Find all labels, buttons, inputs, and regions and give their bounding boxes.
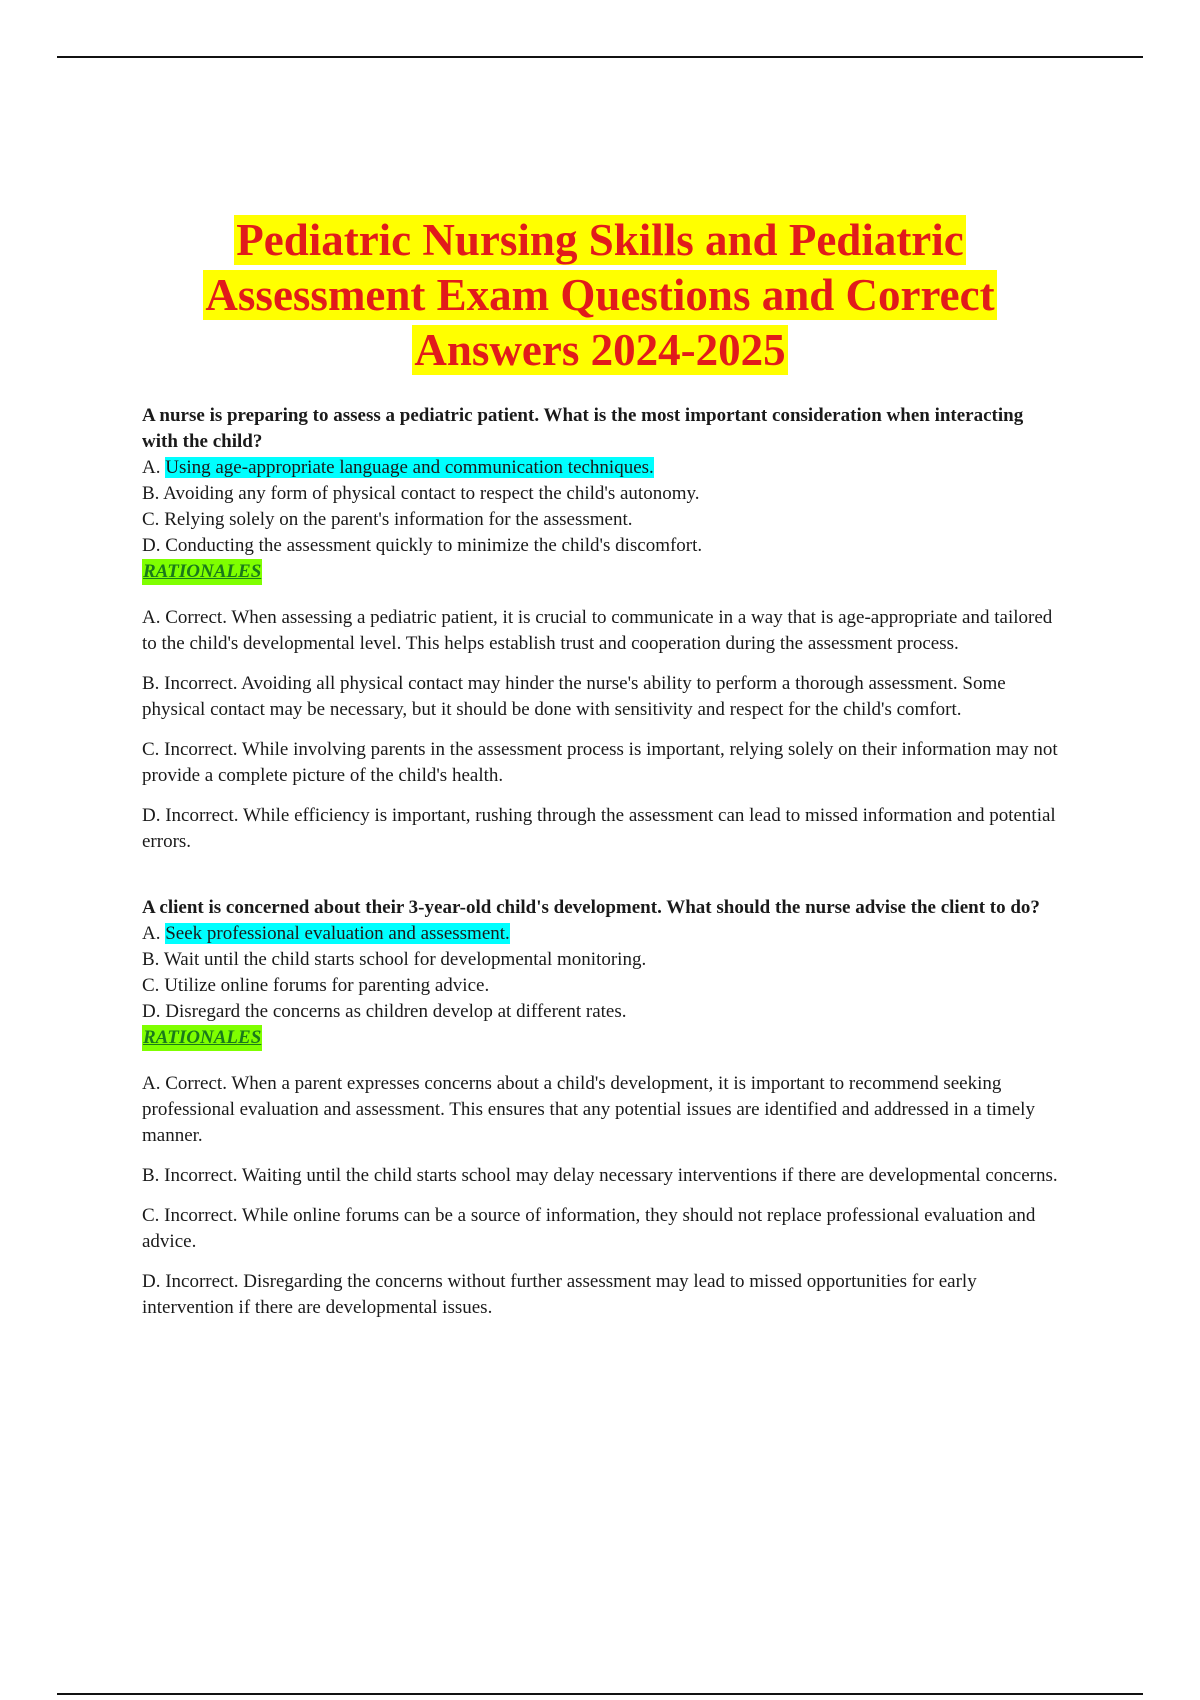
option-letter: A. bbox=[142, 457, 161, 478]
option-letter: D. bbox=[142, 1001, 161, 1022]
title-line-1: Pediatric Nursing Skills and Pediatric bbox=[236, 215, 964, 265]
rationale-d: D. Incorrect. While efficiency is important, rushing through the assessment can lead to missed information and potential errors. bbox=[142, 805, 1056, 852]
option-a bbox=[142, 455, 1062, 481]
rationale-d: D. Incorrect. Disregarding the concerns without further assessment may lead to missed opportunities for early intervention if there are developmental issues. bbox=[142, 1271, 977, 1318]
answer-options bbox=[142, 921, 1062, 1025]
rationale-a: A. Correct. When a parent expresses concerns about a child's development, it is important to recommend seeking professional evaluation and assessment. This ensures that any potential issues are identified and addressed in a timely manner. bbox=[142, 1073, 1035, 1146]
rationales-label: RATIONALES bbox=[142, 1025, 262, 1051]
option-letter: C. bbox=[142, 509, 160, 530]
option-b bbox=[142, 947, 1062, 973]
rationale-c: C. Incorrect. While involving parents in the assessment process is important, relying solely on their information may not provide a complete picture of the child's health. bbox=[142, 739, 1058, 786]
option-letter: B. bbox=[142, 949, 160, 970]
rationale-a: A. Correct. When assessing a pediatric patient, it is crucial to communicate in a way that is age-appropriate and tailored to the child's developmental level. This helps establish trust and cooperation during the assessment process. bbox=[142, 607, 1053, 654]
answer-options bbox=[142, 455, 1062, 559]
option-text: Wait until the child starts school for developmental monitoring. bbox=[163, 949, 647, 970]
top-rule bbox=[57, 56, 1143, 58]
rationale-b: B. Incorrect. Waiting until the child starts school may delay necessary interventions if there are developmental concerns. bbox=[142, 1165, 1058, 1186]
option-c bbox=[142, 507, 1062, 533]
question-text: A nurse is preparing to assess a pediatric patient. What is the most important consideration when interacting with the child? bbox=[142, 405, 1024, 452]
option-letter: A. bbox=[142, 923, 161, 944]
option-a bbox=[142, 921, 1062, 947]
question-text: A client is concerned about their 3-year-old child's development. What should the nurse advise the client to do? bbox=[142, 897, 1040, 918]
correct-answer-highlight: Using age-appropriate language and communication techniques. bbox=[165, 457, 654, 478]
question-block-2 bbox=[142, 895, 1062, 1321]
title-line-3: Answers 2024-2025 bbox=[414, 325, 786, 375]
option-letter: C. bbox=[142, 975, 160, 996]
option-b bbox=[142, 481, 1062, 507]
rationales-list bbox=[142, 1071, 1062, 1321]
correct-answer-highlight: Seek professional evaluation and assessment. bbox=[165, 923, 510, 944]
document-title bbox=[0, 213, 1200, 378]
option-c bbox=[142, 973, 1062, 999]
option-text: Avoiding any form of physical contact to respect the child's autonomy. bbox=[163, 483, 700, 504]
option-text: Relying solely on the parent's information for the assessment. bbox=[164, 509, 633, 530]
rationale-b: B. Incorrect. Avoiding all physical contact may hinder the nurse's ability to perform a thorough assessment. Some physical contact may be necessary, but it should be done with sensitivity and respect for the child's comfort. bbox=[142, 673, 1006, 720]
option-text: Utilize online forums for parenting advice. bbox=[164, 975, 490, 996]
rationales-list bbox=[142, 605, 1062, 855]
option-text: Conducting the assessment quickly to minimize the child's discomfort. bbox=[165, 535, 703, 556]
rationales-label: RATIONALES bbox=[142, 559, 262, 585]
option-text: Disregard the concerns as children develop at different rates. bbox=[165, 1001, 627, 1022]
option-letter: B. bbox=[142, 483, 160, 504]
bottom-rule bbox=[57, 1693, 1143, 1695]
document-body bbox=[142, 403, 1062, 1321]
option-d bbox=[142, 533, 1062, 559]
question-block-1 bbox=[142, 403, 1062, 855]
option-letter: D. bbox=[142, 535, 161, 556]
option-d bbox=[142, 999, 1062, 1025]
rationale-c: C. Incorrect. While online forums can be a source of information, they should not replace professional evaluation and advice. bbox=[142, 1205, 1036, 1252]
title-line-2: Assessment Exam Questions and Correct bbox=[205, 270, 995, 320]
